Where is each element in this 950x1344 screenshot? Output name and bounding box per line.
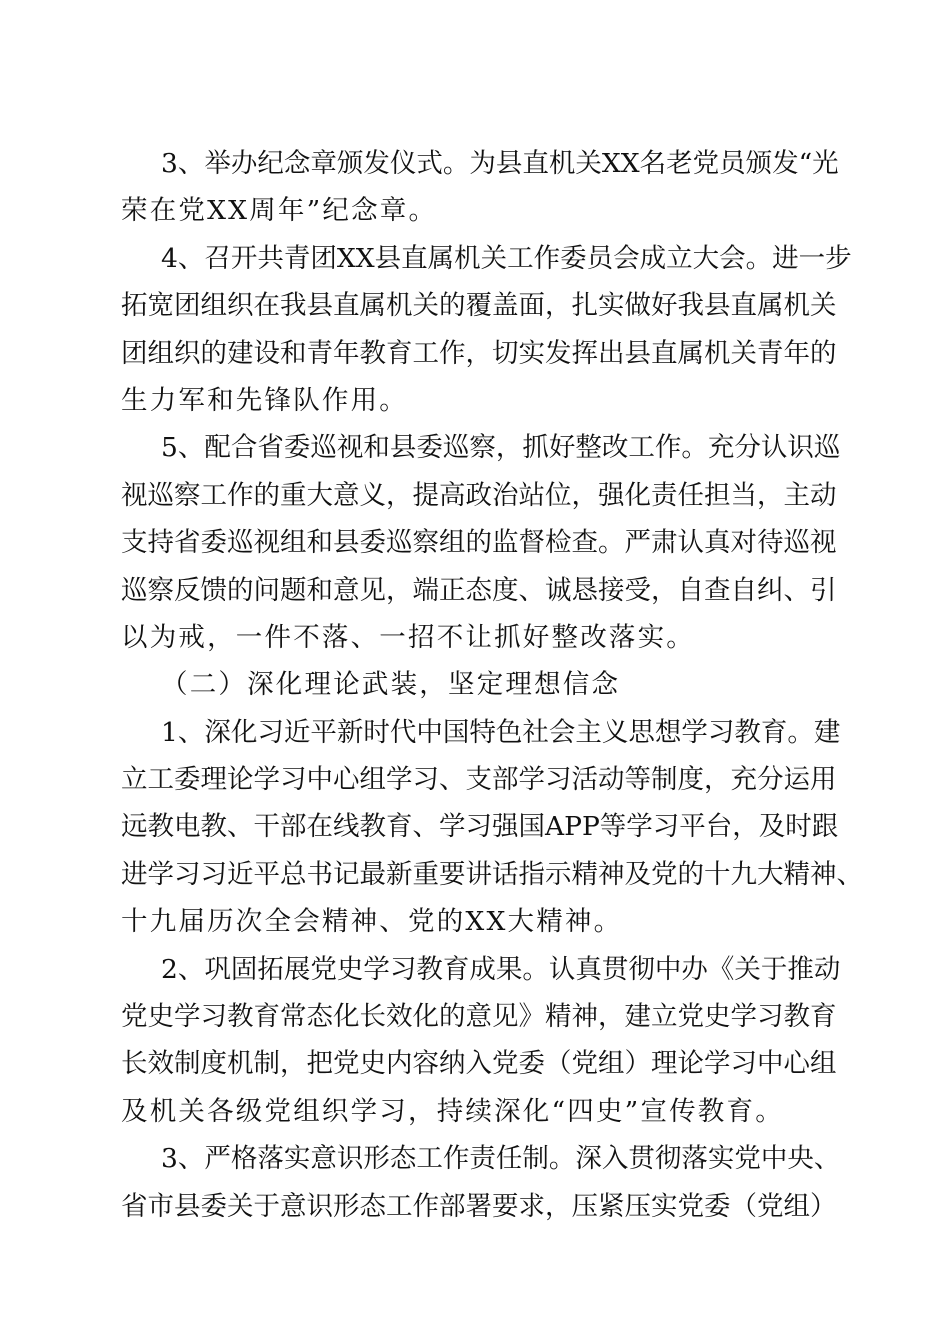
paragraph-line: 十九届历次全会精神、党的XX大精神。: [121, 906, 623, 938]
paragraph-line: 生力军和先锋队作用。: [121, 384, 408, 416]
paragraph-line: 2、巩固拓展党史学习教育成果。认真贯彻中办《关于推动: [161, 953, 841, 985]
paragraph-line: 远教电教、干部在线教育、学习强国APP等学习平台，及时跟: [121, 811, 839, 843]
paragraph-line: 3、严格落实意识形态工作责任制。深入贯彻落实党中央、: [161, 1143, 841, 1175]
paragraph-line: 巡察反馈的问题和意见，端正态度、诚恳接受，自查自纠、引: [121, 574, 837, 606]
paragraph-line: 拓宽团组织在我县直属机关的覆盖面，扎实做好我县直属机关: [121, 290, 837, 322]
paragraph-line: 视巡察工作的重大意义，提高政治站位，强化责任担当，主动: [121, 479, 837, 511]
paragraph-line: 4、召开共青团XX县直属机关工作委员会成立大会。进一步: [161, 242, 852, 274]
paragraph-line: 长效制度机制，把党史内容纳入党委（党组）理论学习中心组: [121, 1048, 837, 1080]
paragraph-line: 团组织的建设和青年教育工作，切实发挥出县直属机关青年的: [121, 337, 837, 369]
paragraph-line: 支持省委巡视组和县委巡察组的监督检查。严肃认真对待巡视: [121, 527, 837, 559]
paragraph-line: 立工委理论学习中心组学习、支部学习活动等制度，充分运用: [121, 764, 837, 796]
paragraph-line: 1、深化习近平新时代中国特色社会主义思想学习教育。建: [161, 716, 841, 748]
paragraph-line: 党史学习教育常态化长效化的意见》精神，建立党史学习教育: [121, 1001, 837, 1033]
paragraph-line: 进学习习近平总书记最新重要讲话指示精神及党的十九大精神、: [121, 858, 863, 890]
paragraph-line: 以为戒，一件不落、一招不让抓好整改落实。: [121, 621, 695, 653]
document-body: [121, 140, 863, 1230]
paragraph-line: 3、举办纪念章颁发仪式。为县直机关XX名老党员颁发“光: [161, 148, 839, 179]
paragraph-line: 荣在党XX周年”纪念章。: [121, 195, 438, 227]
paragraph-line: 5、配合省委巡视和县委巡察，抓好整改工作。充分认识巡: [161, 432, 841, 464]
paragraph-line: 省市县委关于意识形态工作部署要求，压紧压实党委（党组）: [121, 1190, 837, 1222]
paragraph-line: 及机关各级党组织学习，持续深化“四史”宣传教育。: [121, 1095, 784, 1127]
section-heading: （二）深化理论武装，坚定理想信念: [161, 669, 621, 701]
